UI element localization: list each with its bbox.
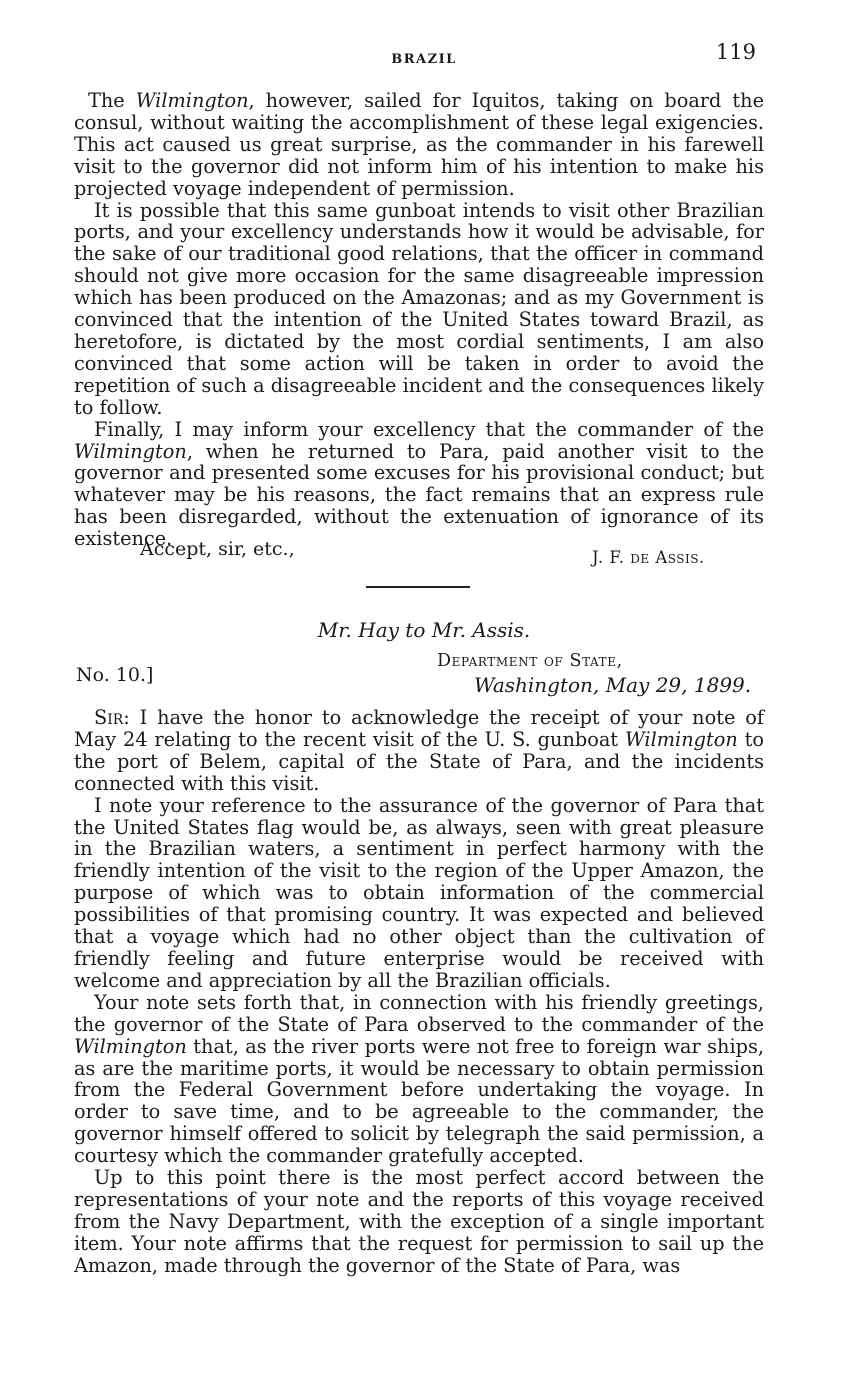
letter1-paragraph-1 [74, 90, 764, 200]
letter2-number: No. 10.] [76, 664, 154, 686]
letter2-paragraph-4 [74, 1167, 764, 1277]
text-run: Your note sets forth that, in connection with his friendly greetings, the governor of the State of Para observed to the commander of the [74, 990, 764, 1036]
text-run: It is possible that this same gunboat intends to visit other Brazilian ports, and your excellency understands how it would be advisable, for the sake of our traditional good relations, that the officer in command should not give more occasion for the same disagreeable impression which has been produced on the Amazonas; and as my Government is convinced that the intention of the United States toward Brazil, as heretofore, is dictated by the most cordial sentiments, I am also convinced that some action will be taken in order to avoid the repetition of such a disagreeable incident and the consequences likely to follow. [74, 198, 764, 419]
text-run: that, as the river ports were not free to foreign war ships, as are the maritime ports, it would be necessary to obtain permission from the Federal Government before undertaking the voyage. In order to save time, and to be agreeable to the commander, the governor himself offered to solicit by telegraph the said permission, a courtesy which the commander gratefully accepted. [74, 1034, 764, 1168]
signature-particle: de [630, 548, 650, 567]
letter2-paragraph-1 [74, 707, 764, 795]
ship-name: Wilmington [624, 727, 738, 751]
text-run: The [88, 89, 136, 112]
section-divider [366, 586, 470, 588]
text-run: to the port of Belem, capital of the State of Para, and the incidents connected with this visit. [74, 727, 764, 795]
letter1-paragraph-2 [74, 200, 764, 419]
page-header [0, 38, 848, 68]
letter2-paragraph-2 [74, 795, 764, 992]
letter2-body [74, 707, 764, 1277]
text-run: I note your reference to the assurance of the governor of Para that the United States flag would be, as always, seen with great pleasure in the Brazilian waters, a sentiment in perfect harmony with the friendly intention of the visit to the region of the Upper Amazon, the purpose of which was to obtain information of the commercial possibilities of that promising country. It was expected and believed that a voyage which had no other object than the cultivation of friendly feeling and future enterprise would be received with welcome and appreciation by all the Brazilian officials. [74, 793, 764, 992]
signature [592, 548, 705, 567]
closing: Accept, sir, etc., [140, 538, 295, 560]
text-run: : I have the honor to acknowledge the receipt of your note of May 24 relating to the recent visit of the U. S. gunboat [74, 706, 764, 751]
letter1-body [74, 90, 764, 550]
text-run: , when he returned to Para, paid another visit to the governor and presented some excuses for his provisional conduct; but whatever may be his reasons, the fact remains that an express rule has been disregarded, without the extenuation of ignorance of its existence. [74, 439, 764, 551]
letter2-paragraph-3 [74, 992, 764, 1167]
salutation: Sir [94, 706, 124, 729]
ship-name: Wilmington [74, 1034, 187, 1058]
letter2-caption: Mr. Hay to Mr. Assis. [317, 618, 531, 642]
ship-name: Wilmington [135, 89, 249, 112]
text-run: Up to this point there is the most perfect accord between the representations of your note and the reports of this voyage received from the Navy Department, with the exception of a single important item. Your note affirms that the request for permission to sail up the Amazon, made through the governor of the State of Para, was [74, 1166, 764, 1277]
letter2-department: Department of State, [437, 651, 623, 671]
letter2-dateline: Washington, May 29, 1899. [474, 673, 752, 697]
letter1-paragraph-3 [74, 419, 764, 550]
ship-name: Wilmington [74, 439, 187, 463]
text-run: Finally, I may inform your excellency that the commander of the [94, 417, 764, 441]
signature-initials: J. F. [592, 548, 631, 567]
running-head: BRAZIL [391, 52, 457, 67]
page-number: 119 [715, 40, 756, 64]
text-run: , however, sailed for Iquitos, taking on board the consul, without waiting the accomplishment of these legal exigencies. This act caused us great surprise, as the commander in his farewell visit to the governor did not inform him of his intention to make his projected voyage independent of permission. [74, 89, 764, 200]
signature-surname: Assis. [649, 548, 705, 567]
